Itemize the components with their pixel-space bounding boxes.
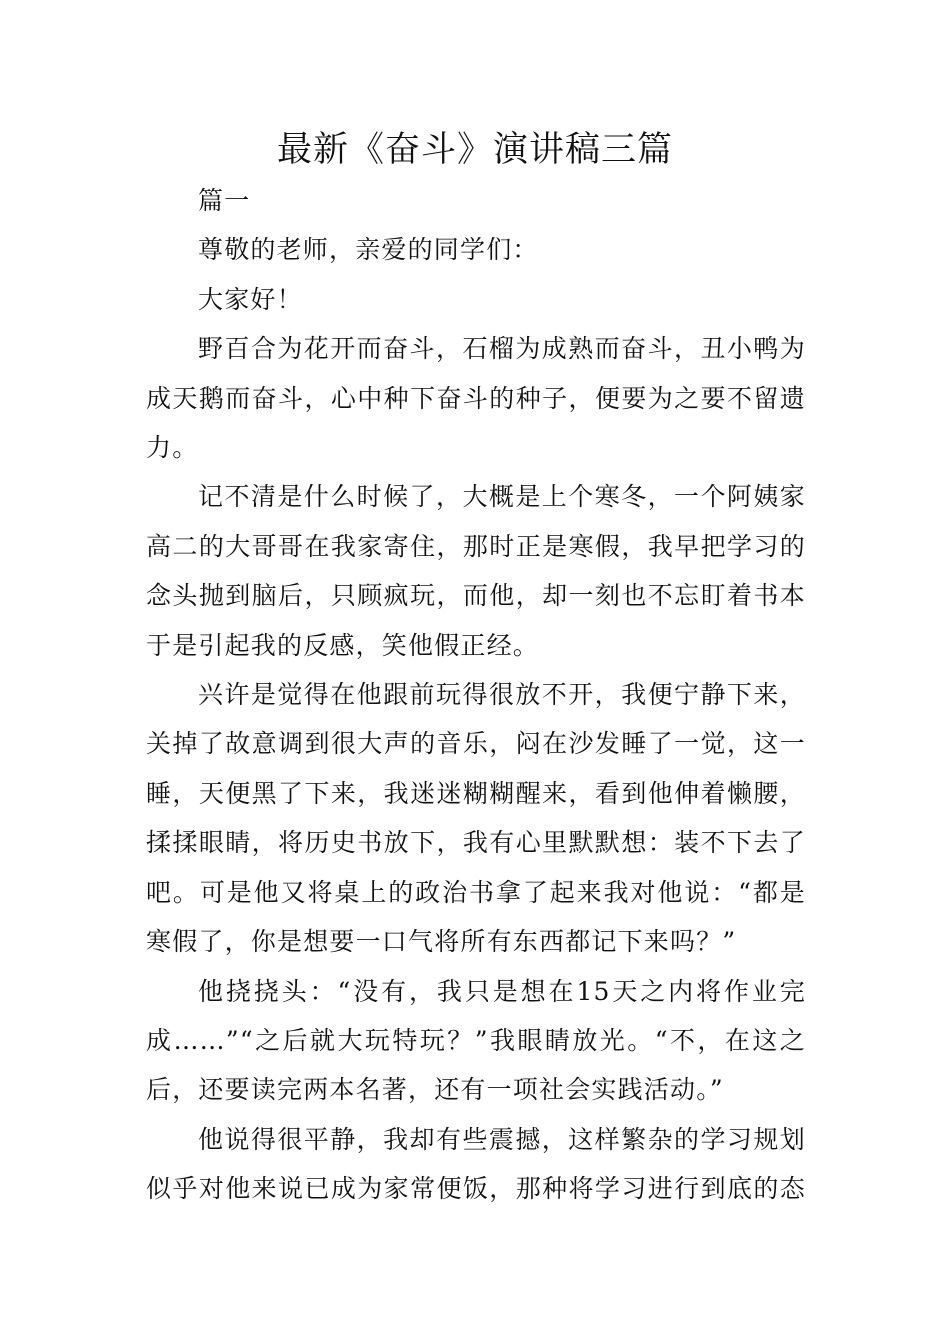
document-title: 最新《奋斗》演讲稿三篇 (276, 130, 673, 170)
salutation: 尊敬的老师，亲爱的同学们： (198, 235, 539, 265)
paragraph: 野百合为花开而奋斗，石榴为成熟而奋斗，丑小鸭为成天鹅而奋斗，心中种下奋斗的种子，便要为之要不留遗力。 (146, 334, 806, 463)
section-heading: 篇一 (198, 186, 251, 215)
document-body (146, 176, 806, 1214)
paragraph: 他说得很平静，我却有些震撼，这样繁杂的学习规划似乎对他来说已成为家常便饭，那种将学习进行到底的态 (146, 1124, 806, 1204)
paragraph: 兴许是觉得在他跟前玩得很放不开，我便宁静下来，关掉了故意调到很大声的音乐，闷在沙发睡了一觉，这一睡，天便黑了下来，我迷迷糊糊醒来，看到他伸着懒腰，揉揉眼睛，将历史书放下，我有心里默默想：装不下去了吧。可是他又将桌上的政治书拿了起来我对他说：“都是寒假了，你是想要一口气将所有东西都记下来吗？” (146, 680, 806, 957)
paragraph: 记不清是什么时候了，大概是上个寒冬，一个阿姨家高二的大哥哥在我家寄住，那时正是寒假，我早把学习的念头抛到脑后，只顾疯玩，而他，却一刻也不忘盯着书本于是引起我的反感，笑他假正经。 (146, 482, 806, 660)
paragraph: 他挠挠头：“没有，我只是想在15天之内将作业完成……”“之后就大玩特玩？”我眼睛放光。“不，在这之后，还要读完两本名著，还有一项社会实践活动。” (146, 976, 806, 1105)
greeting: 大家好！ (198, 284, 303, 314)
